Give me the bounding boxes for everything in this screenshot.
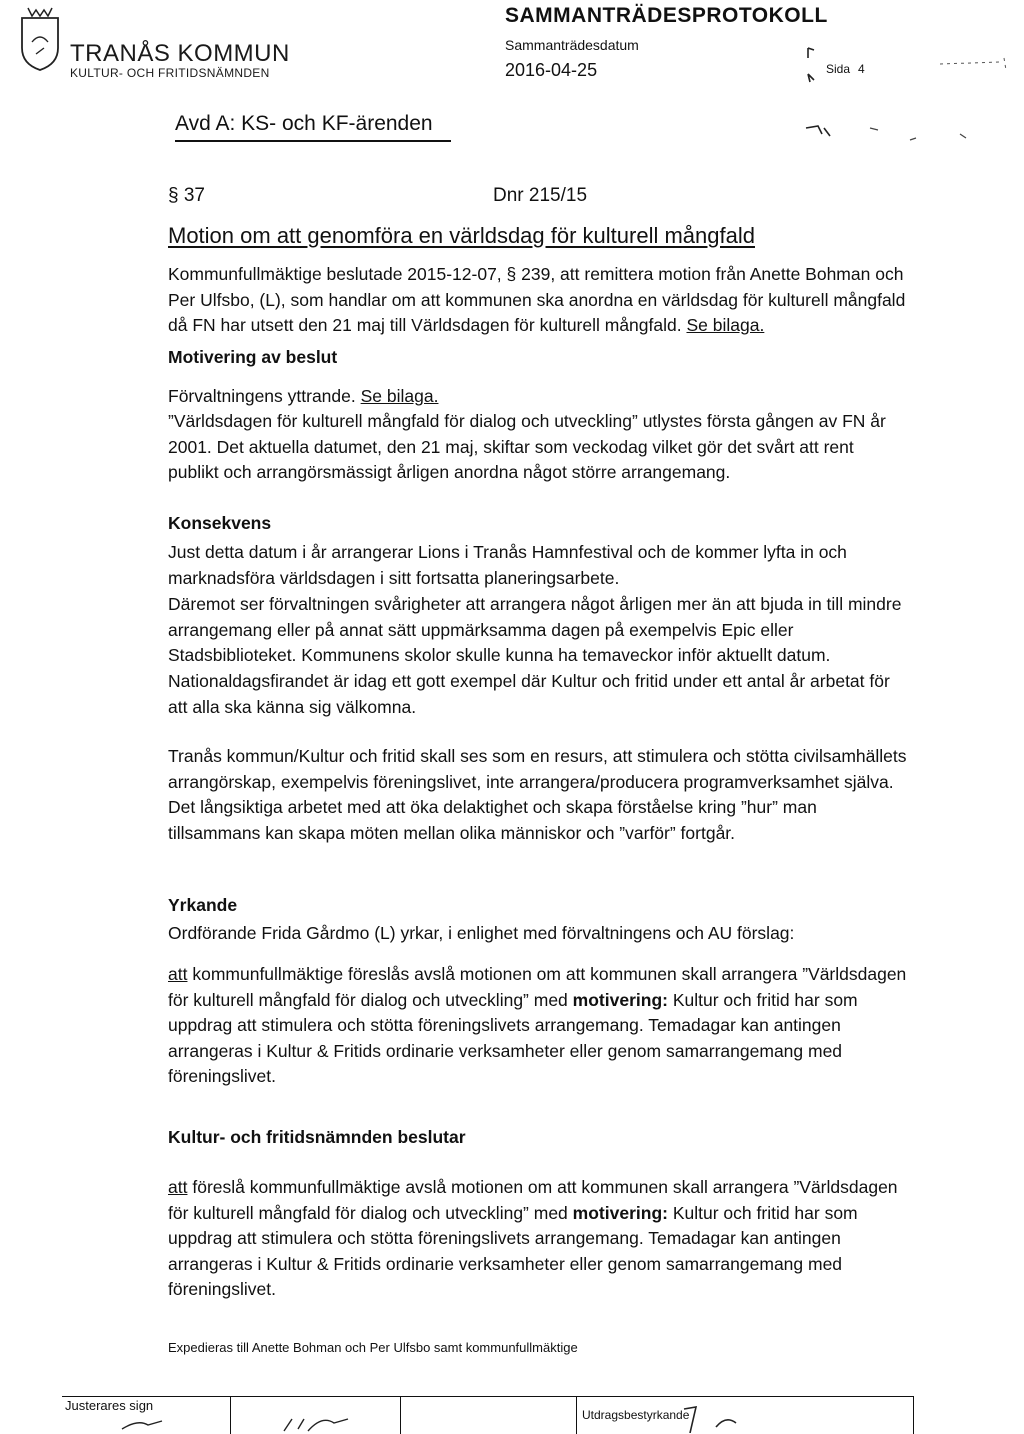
paragraph-number: § 37 [168, 185, 205, 206]
organization-department: KULTUR- OCH FRITIDSNÄMNDEN [70, 66, 270, 80]
yrkande-paragraph: Ordförande Frida Gårdmo (L) yrkar, i enlighet med förvaltningens och AU förslag: [168, 923, 795, 943]
signature-2 [282, 1405, 382, 1433]
footer-divider [230, 1396, 231, 1434]
beslut-att: att [168, 1177, 188, 1197]
intro-text: Kommunfullmäktige beslutade 2015-12-07, § 239, att remittera motion från Anette Bohman och Per Ulfsbo, (L), som handlar om att kommunen ska anordna en världsdag för kulturell mångfald då FN har utsett den 21 maj till Världsdagen för kulturell mångfald. [168, 264, 906, 335]
footer-divider [400, 1396, 401, 1434]
organization-name: TRANÅS KOMMUN [70, 40, 290, 67]
meeting-date: 2016-04-25 [505, 60, 598, 80]
yrkande-att-text: kommunfullmäktige föreslås avslå motionen om att kommunen skall arrangera ”Världsdagen för kulturell mångfald för dialog och utveckling” med [168, 964, 907, 1010]
beslut-rest-text: Kultur och fritid har som uppdrag att stimulera och stötta föreningslivets arrangemang. Temadagar kan antingen arrangeras i Kultur & Fritids ordinarie verksamheter eller genom samarrangemang med föreningslivet. [168, 1202, 858, 1299]
intro-paragraph [168, 262, 908, 339]
signature-3 [676, 1405, 776, 1433]
page-number: 4 [858, 62, 865, 76]
document-type: SAMMANTRÄDESPROTOKOLL [505, 4, 828, 27]
yrkande-heading: Yrkande [168, 895, 238, 915]
beslut-motivering-label: motivering: [572, 1202, 668, 1223]
konsekvens-heading: Konsekvens [168, 513, 272, 533]
case-title: Motion om att genomföra en världsdag för kulturell mångfald [168, 223, 755, 248]
municipal-crest-icon [18, 4, 62, 72]
justerare-label: Justerares sign [65, 1398, 154, 1413]
signature-1 [118, 1405, 218, 1433]
motivering-heading: Motivering av beslut [168, 347, 338, 367]
section-heading-underline [175, 140, 451, 142]
konsekvens-paragraph-1: Just detta datum i år arrangerar Lions i Tranås Hamnfestival och de kommer lyfta in och marknadsföra världsdagen i sitt fortsatta planeringsarbete. [168, 542, 847, 588]
beslut-att-text: föreslå kommunfullmäktige avslå motionen om att kommunen skall arrangera ”Världsdagen för kulturell mångfald för dialog och utveckling” med [168, 1177, 898, 1223]
yrkande-att: att [168, 964, 188, 984]
distribution-note: Expedieras till Anette Bohman och Per Ulfsbo samt kommunfullmäktige [168, 1340, 578, 1355]
yrkande-motivering-label: motivering: [572, 989, 668, 1010]
yrkande-rest-text: Kultur och fritid har som uppdrag att stimulera och stötta föreningslivets arrangemang. Temadagar kan antingen arrangeras i Kultur & Fritids ordinarie verksamheter eller genom samarrangemang med föreningslivet. [168, 989, 858, 1086]
forvaltning-text: Förvaltningens yttrande. [168, 386, 356, 406]
attachment-link[interactable]: Se bilaga. [686, 315, 765, 335]
footer-divider [576, 1396, 577, 1434]
meeting-date-label: Sammanträdesdatum [505, 37, 639, 53]
beslut-proposal [168, 1175, 908, 1303]
footer-divider [913, 1396, 914, 1434]
utdrag-label: Utdragsbestyrkande [582, 1408, 690, 1422]
footer-rule [62, 1396, 914, 1397]
konsekvens-paragraph-2: Däremot ser förvaltningen svårigheter att arrangera något årligen mer än att bjuda in till mindre arrangemang eller på annat sätt uppmärksamma dagen på exempelvis Epic eller Stadsbiblioteket. Kommunens skolor skulle kunna ha temaveckor inför aktuellt datum. [168, 594, 902, 665]
forvaltning-line [168, 384, 908, 410]
resurs-paragraph: Tranås kommun/Kultur och fritid skall ses som en resurs, att stimulera och stötta civilsamhällets arrangörskap, exempelvis föreningslivet, inte arrangera/producera programverksamhet själva. Det långsiktiga arbetet med att öka delaktighet och skapa förståelse kring ”hur” man tillsammans kan skapa möten mellan olika människor och ”varför” fortgår. [168, 746, 907, 843]
konsekvens-paragraph-3: Nationaldagsfirandet är idag ett gott exempel där Kultur och fritid under ett antal år arbetat för att alla ska känna sig välkomna. [168, 671, 890, 717]
page-label: Sida [826, 62, 851, 76]
forvaltning-attachment-link[interactable]: Se bilaga. [360, 386, 439, 406]
motivering-paragraph: ”Världsdagen för kulturell mångfald för dialog och utveckling” utlystes första gången av FN år 2001. Det aktuella datumet, den 21 maj, skiftar som veckodag vilket gör det svårt att rent publikt och arrangörsmässigt årligen anordna något större arrangemang. [168, 411, 886, 482]
diary-number: Dnr 215/15 [493, 185, 588, 206]
section-heading: Avd A: KS- och KF-ärenden [175, 112, 433, 135]
handwritten-annotation [800, 44, 1020, 144]
beslut-heading: Kultur- och fritidsnämnden beslutar [168, 1127, 466, 1147]
yrkande-proposal [168, 962, 908, 1090]
